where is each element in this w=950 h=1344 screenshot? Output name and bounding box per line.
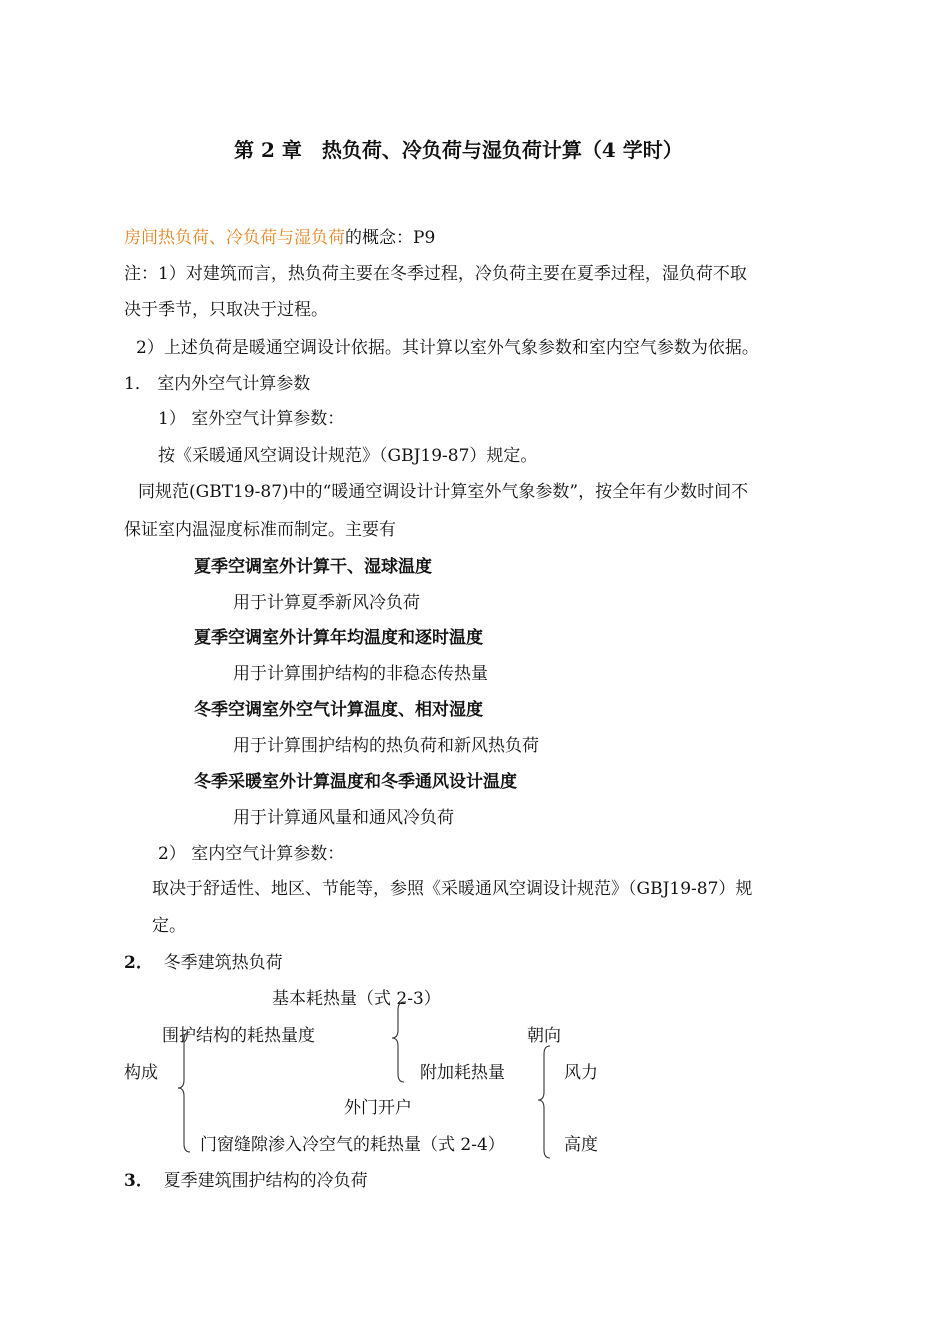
diagram-factor-orientation: 朝向 (527, 1026, 561, 1046)
spec-paragraph-1: 同规范(GBT19-87)中的“暖通空调设计计算室外气象参数”，按全年有少数时间不 (138, 482, 749, 502)
note-line-1b: 决于季节，只取决于过程。 (124, 300, 328, 320)
diagram-factor-height: 高度 (564, 1135, 598, 1155)
section-3-title: 夏季建筑围护结构的冷负荷 (163, 1171, 368, 1191)
param-item-heading: 冬季空调室外空气计算温度、相对湿度 (194, 700, 483, 720)
brace-root (178, 1032, 202, 1152)
diagram-additional-heat: 附加耗热量 (420, 1063, 505, 1083)
spec-paragraph-2: 保证室内温湿度标准而制定。主要有 (124, 520, 396, 540)
concept-rest: 的概念：P9 (345, 228, 436, 248)
param-item-usage: 用于计算围护结构的热负荷和新风热负荷 (233, 736, 539, 756)
indoor-params-heading: 2） 室内空气计算参数： (158, 844, 345, 864)
spec-reference: 按《采暖通风空调设计规范》（GBJ19-87）规定。 (158, 446, 538, 466)
param-item-usage: 用于计算围护结构的非稳态传热量 (233, 664, 488, 684)
brace-envelope (392, 1002, 416, 1082)
note-line-2: 2）上述负荷是暖通空调设计依据。其计算以室外气象参数和室内空气参数为依据。 (136, 338, 759, 358)
indoor-params-line-1: 取决于舒适性、地区、节能等，参照《采暖通风空调设计规范》（GBJ19-87）规 (152, 879, 753, 899)
param-item-heading: 冬季采暖室外计算温度和冬季通风设计温度 (194, 772, 517, 792)
section-1-heading: 1． 室内外空气计算参数 (124, 374, 311, 394)
diagram-infiltration: 门窗缝隙渗入冷空气的耗热量（式 2-4） (200, 1135, 505, 1155)
param-item-usage: 用于计算夏季新风冷负荷 (233, 593, 420, 613)
diagram-envelope: 围护结构的耗热量度 (162, 1026, 315, 1046)
diagram-root: 构成 (124, 1063, 158, 1083)
outdoor-params-heading: 1） 室外空气计算参数： (158, 409, 345, 429)
section-3-number: 3． (124, 1171, 153, 1191)
section-2-heading (124, 952, 283, 974)
section-2-number: 2． (124, 953, 153, 973)
indoor-params-line-2: 定。 (152, 916, 186, 936)
page-title: 第 2 章 热负荷、冷负荷与湿负荷计算（4 学时） (234, 138, 683, 162)
section-2-title: 冬季建筑热负荷 (163, 953, 283, 973)
section-3-heading (124, 1170, 368, 1192)
brace-factors (538, 1046, 562, 1158)
diagram-basic-heat: 基本耗热量（式 2-3） (272, 989, 441, 1009)
concept-line (124, 227, 435, 249)
param-item-usage: 用于计算通风量和通风冷负荷 (233, 808, 454, 828)
param-item-heading: 夏季空调室外计算年均温度和逐时温度 (194, 628, 483, 648)
param-item-heading: 夏季空调室外计算干、湿球温度 (194, 557, 432, 577)
diagram-factor-door: 外门开户 (344, 1098, 412, 1118)
diagram-factor-wind: 风力 (564, 1063, 598, 1083)
note-line-1: 注：1）对建筑而言，热负荷主要在冬季过程，冷负荷主要在夏季过程，湿负荷不取 (124, 264, 747, 284)
concept-highlight: 房间热负荷、冷负荷与湿负荷 (124, 228, 345, 248)
